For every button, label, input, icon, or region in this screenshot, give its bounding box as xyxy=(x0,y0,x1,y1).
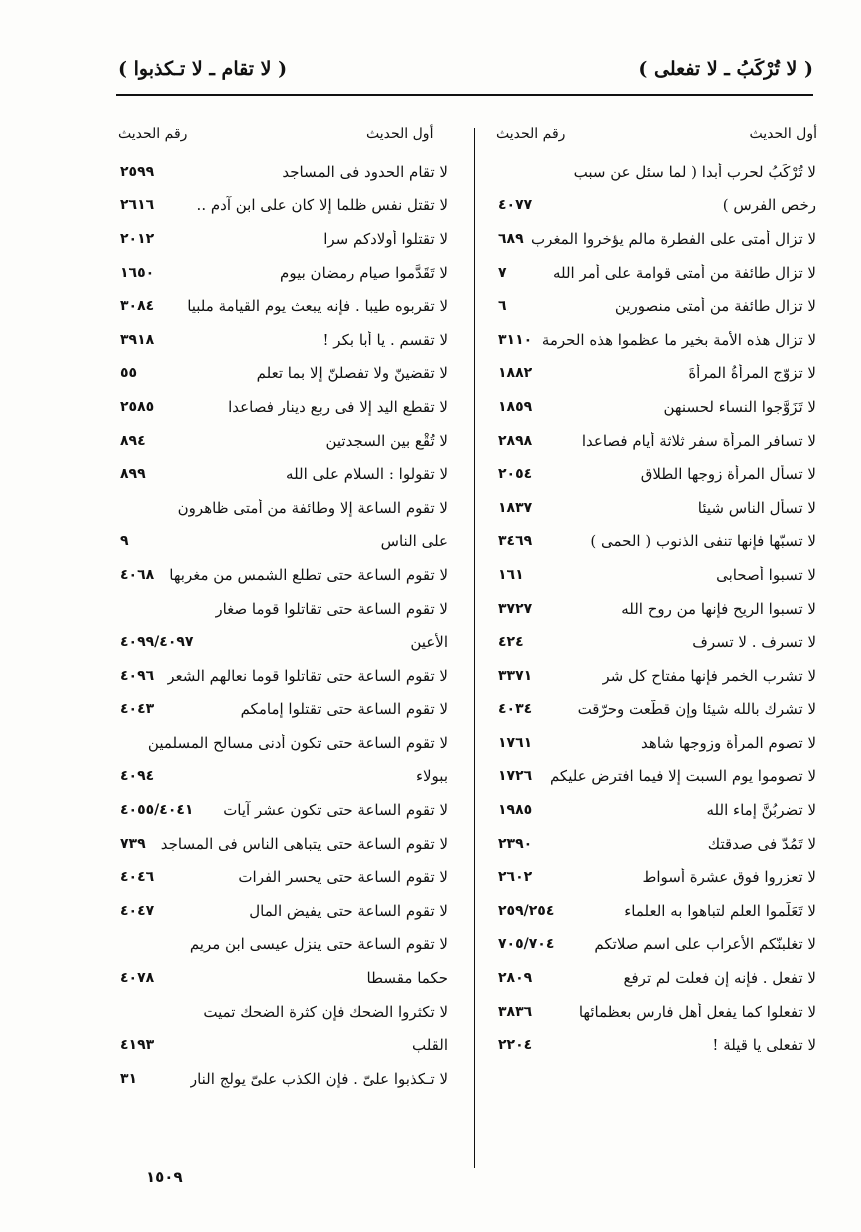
entry-text: لا تقولوا : السلام على الله xyxy=(286,465,448,484)
entry-text: حكما مقسطا xyxy=(366,969,448,988)
index-entry xyxy=(118,995,448,1029)
index-entry xyxy=(496,793,816,827)
index-entry xyxy=(496,693,816,727)
index-entry xyxy=(496,894,816,928)
entry-text: لا تزال هذه الأمة بخير ما عظموا هذه الحرمة xyxy=(541,330,816,349)
index-entry xyxy=(118,256,448,290)
entry-number: ١٨٥٩ xyxy=(498,398,533,415)
entry-number: ٧٠٥/٧٠٤ xyxy=(498,936,555,953)
index-entry xyxy=(118,592,448,626)
entry-number: ٦٨٩ xyxy=(498,230,524,247)
index-entry xyxy=(118,155,448,189)
entry-text: رخص الفرس ) xyxy=(722,196,816,215)
entry-number: ٢٢٠٤ xyxy=(498,1037,533,1054)
left-column-list xyxy=(118,155,448,1096)
entry-text: لا تقوم الساعة حتى تكون عشر آيات xyxy=(223,801,448,820)
entry-number: ١٩٨٥ xyxy=(498,802,533,819)
index-entry xyxy=(118,961,448,995)
entry-number: ٤٠٣٤ xyxy=(498,701,533,718)
index-entry xyxy=(496,491,816,525)
entry-number: ٤٠٥٥/٤٠٤١ xyxy=(120,802,194,819)
entry-number: ٢٦٠٢ xyxy=(498,869,533,886)
entry-text: لا تقسم . يا أبا بكر ! xyxy=(322,330,448,349)
entry-number: ١٨٣٧ xyxy=(498,499,533,516)
entry-text: لا تزوّج المرأةُ المرأةَ xyxy=(688,364,816,383)
entry-text: لا تقتلوا أولادكم سرا xyxy=(323,229,448,248)
index-entry xyxy=(118,693,448,727)
entry-number: ٤٢٤ xyxy=(498,634,524,651)
entry-text: لا تقربوه طيبا . فإنه يبعث يوم القيامة ملبيا xyxy=(187,297,448,316)
entry-number: ٤٠٩٤ xyxy=(120,768,155,785)
entry-number: ٣٨٣٦ xyxy=(498,1003,533,1020)
entry-text: لا تقوم الساعة إلا وطائفة من أمتى ظاهرون xyxy=(177,498,448,517)
index-entry xyxy=(118,928,448,962)
entry-number: ١٦٥٠ xyxy=(120,264,155,281)
index-entry xyxy=(118,894,448,928)
index-entry xyxy=(496,323,816,357)
entry-text: لا تُقْعِ بين السجدتين xyxy=(325,431,448,450)
index-entry xyxy=(118,222,448,256)
entry-text: لا تقوم الساعة حتى يحسر الفرات xyxy=(238,868,448,887)
entry-number: ٤٠٩٦ xyxy=(120,667,155,684)
index-entry xyxy=(496,1028,816,1062)
index-entry xyxy=(496,659,816,693)
index-entry xyxy=(496,424,816,458)
index-entry xyxy=(496,256,816,290)
entry-text: لا تَمُدّ فى صدقتك xyxy=(707,834,816,853)
header-rule xyxy=(116,94,813,96)
index-entry xyxy=(118,558,448,592)
column-divider xyxy=(474,128,475,1168)
entry-text: لا تقوم الساعة حتى ينزل عيسى ابن مريم xyxy=(189,935,448,954)
entry-text: لا تسبوا أصحابى xyxy=(716,565,816,584)
entry-text: ببولاء xyxy=(415,767,448,786)
entry-text: لا تقوم الساعة حتى تكون أدنى مسالح المسلمين xyxy=(147,733,448,752)
entry-text: لا تَزَوَّجوا النساء لحسنهن xyxy=(663,397,816,416)
entry-text: لا تزال أمتى على الفطرة مالم يؤخروا المغرب xyxy=(531,229,816,248)
entry-text: لا تقوم الساعة حتى تقاتلوا قوما صغار xyxy=(215,599,448,618)
index-entry xyxy=(118,1062,448,1096)
index-entry xyxy=(496,357,816,391)
entry-text: لا تصوموا يوم السبت إلا فيما افترض عليكم xyxy=(549,767,816,786)
index-entry xyxy=(496,155,816,189)
entry-text: لا تُرْكَبُ لحرب أبدا ( لما سئل عن سبب xyxy=(573,162,816,181)
entry-text: لا تفعلى يا قيلة ! xyxy=(712,1036,816,1055)
entry-text: لا تفعلوا كما يفعل أهل فارس بعظمائها xyxy=(578,1002,816,1021)
entry-text: لا تسبّها فإنها تنفى الذنوب ( الحمى ) xyxy=(590,532,816,551)
entry-number: ٥٥ xyxy=(120,365,138,382)
entry-text: لا تقطع اليد إلا فى ربع دينار فصاعدا xyxy=(228,397,448,416)
index-entry xyxy=(118,390,448,424)
entry-text: لا تـكذبوا علىّ . فإن الكذب علىّ يولج النار xyxy=(189,1069,448,1088)
entry-text: لا تشرب الخمر فإنها مفتاح كل شر xyxy=(602,666,816,685)
index-entry xyxy=(496,860,816,894)
entry-text: لا تعزروا فوق عشرة أسواط xyxy=(642,868,816,887)
entry-number: ٣٩١٨ xyxy=(120,331,155,348)
index-entry xyxy=(496,827,816,861)
entry-number: ٦ xyxy=(498,298,507,315)
index-entry xyxy=(496,760,816,794)
page-number: ١٥٠٩ xyxy=(146,1168,183,1186)
index-entry xyxy=(496,525,816,559)
index-entry xyxy=(496,726,816,760)
entry-text: القلب xyxy=(411,1036,448,1055)
entry-number: ٤٠٧٨ xyxy=(120,970,155,987)
entry-number: ٤٠٤٧ xyxy=(120,902,155,919)
entry-number: ٢٥٨٥ xyxy=(120,398,155,415)
entry-number: ٢٨٠٩ xyxy=(498,970,533,987)
entry-text: لا تكثروا الضحك فإن كثرة الضحك تميت xyxy=(203,1002,448,1021)
entry-text: لا تسافر المرأة سفر ثلاثة أيام فصاعدا xyxy=(581,431,816,450)
index-entry xyxy=(118,625,448,659)
entry-text: لا تزال طائفة من أمتى قوامة على أمر الله xyxy=(552,263,816,282)
entry-text: لا تشرك بالله شيئا وإن قطّعت وحرّقت xyxy=(577,700,816,719)
entry-number: ٤٠٩٩/٤٠٩٧ xyxy=(120,634,194,651)
entry-number: ٤٠٦٨ xyxy=(120,566,155,583)
index-entry xyxy=(118,457,448,491)
entry-number: ٨٩٩ xyxy=(120,466,146,483)
index-entry xyxy=(496,592,816,626)
entry-text: لا تقوم الساعة حتى تقتلوا إمامكم xyxy=(240,700,448,719)
index-entry xyxy=(496,457,816,491)
entry-text: لا تقوم الساعة حتى يفيض المال xyxy=(249,901,448,920)
entry-text: لا تسأل الناس شيئا xyxy=(697,498,816,517)
index-entry xyxy=(496,222,816,256)
index-entry xyxy=(496,289,816,323)
right-column-list xyxy=(496,155,816,1062)
index-entry xyxy=(118,491,448,525)
entry-text: لا تقوم الساعة حتى تطلع الشمس من مغربها xyxy=(169,565,448,584)
entry-number: ٢٥٩/٢٥٤ xyxy=(498,902,555,919)
entry-text: لا تقوم الساعة حتى يتباهى الناس فى المساجد xyxy=(160,834,448,853)
right-col-header-text: أول الحديث xyxy=(749,126,817,142)
entry-number: ٢٠٥٤ xyxy=(498,466,533,483)
index-entry xyxy=(118,827,448,861)
entry-number: ٧٣٩ xyxy=(120,835,146,852)
entry-text: لا تزال طائفة من أمتى منصورين xyxy=(614,297,816,316)
entry-number: ٣١١٠ xyxy=(498,331,533,348)
entry-text: لا تسبوا الريح فإنها من روح الله xyxy=(621,599,816,618)
entry-number: ٤٠٤٦ xyxy=(120,869,155,886)
entry-text: لا تصوم المرأة وزوجها شاهد xyxy=(641,733,816,752)
index-entry xyxy=(118,289,448,323)
index-entry xyxy=(496,189,816,223)
entry-text: لا تَعَلّموا العلم لتباهوا به العلماء xyxy=(624,901,816,920)
entry-number: ٤٠٤٣ xyxy=(120,701,155,718)
index-entry xyxy=(496,928,816,962)
index-entry xyxy=(118,1028,448,1062)
index-entry xyxy=(118,659,448,693)
index-entry xyxy=(118,726,448,760)
index-entry xyxy=(496,390,816,424)
entry-number: ٣٣٧١ xyxy=(498,667,533,684)
entry-text: لا تضربُنَّ إماء الله xyxy=(706,801,816,820)
entry-text: لا تَقَدَّموا صيام رمضان بيوم xyxy=(280,263,448,282)
entry-text: لا تقتل نفس ظلما إلا كان على ابن آدم .. xyxy=(196,196,448,215)
entry-number: ٧ xyxy=(498,264,507,281)
entry-number: ١٧٢٦ xyxy=(498,768,533,785)
index-entry xyxy=(496,558,816,592)
index-entry xyxy=(118,793,448,827)
entry-text: لا تغلبنّكم الأعراب على اسم صلاتكم xyxy=(594,935,816,954)
index-entry xyxy=(118,760,448,794)
entry-number: ٣١ xyxy=(120,1070,138,1087)
entry-number: ٣٧٢٧ xyxy=(498,600,533,617)
entry-number: ٣٠٨٤ xyxy=(120,298,155,315)
left-col-header-number: رقم الحديث xyxy=(118,126,188,142)
right-col-header-number: رقم الحديث xyxy=(496,126,566,142)
entry-number: ٢٥٩٩ xyxy=(120,163,155,180)
entry-text: لا تسرف . لا تسرف xyxy=(692,633,816,652)
entry-text: لا تسأل المرأة زوجها الطلاق xyxy=(640,465,816,484)
index-entry xyxy=(118,357,448,391)
index-entry xyxy=(496,961,816,995)
entry-number: ١٧٦١ xyxy=(498,734,533,751)
index-entry xyxy=(118,323,448,357)
entry-number: ٩ xyxy=(120,533,129,550)
index-entry xyxy=(118,424,448,458)
entry-number: ٢٦١٦ xyxy=(120,197,155,214)
entry-text: على الناس xyxy=(380,532,448,551)
entry-number: ٢٠١٢ xyxy=(120,230,155,247)
entry-number: ٤١٩٣ xyxy=(120,1037,155,1054)
index-entry xyxy=(496,625,816,659)
entry-text: لا تقضينّ ولا تفصلنّ إلا بما تعلم xyxy=(256,364,448,383)
index-entry xyxy=(118,525,448,559)
entry-number: ٤٠٧٧ xyxy=(498,197,533,214)
entry-text: لا تقام الحدود فى المساجد xyxy=(282,162,448,181)
entry-number: ١٨٨٢ xyxy=(498,365,533,382)
entry-number: ٢٣٩٠ xyxy=(498,835,533,852)
left-col-header-text: أول الحديث xyxy=(366,126,434,142)
index-entry xyxy=(496,995,816,1029)
entry-number: ١٦١ xyxy=(498,566,524,583)
running-header-right: ( لا تُرْكَبُ ـ لا تفعلى ) xyxy=(638,58,813,80)
entry-text: لا تقوم الساعة حتى تقاتلوا قوما نعالهم الشعر xyxy=(167,666,448,685)
entry-text: الأعين xyxy=(410,633,448,652)
entry-number: ٣٤٦٩ xyxy=(498,533,533,550)
entry-text: لا تفعل . فإنه إن فعلت لم ترفع xyxy=(623,969,816,988)
entry-number: ٨٩٤ xyxy=(120,432,146,449)
entry-number: ٢٨٩٨ xyxy=(498,432,533,449)
index-entry xyxy=(118,189,448,223)
running-header-left: ( لا تقام ـ لا تـكذبوا ) xyxy=(118,58,288,80)
index-entry xyxy=(118,860,448,894)
